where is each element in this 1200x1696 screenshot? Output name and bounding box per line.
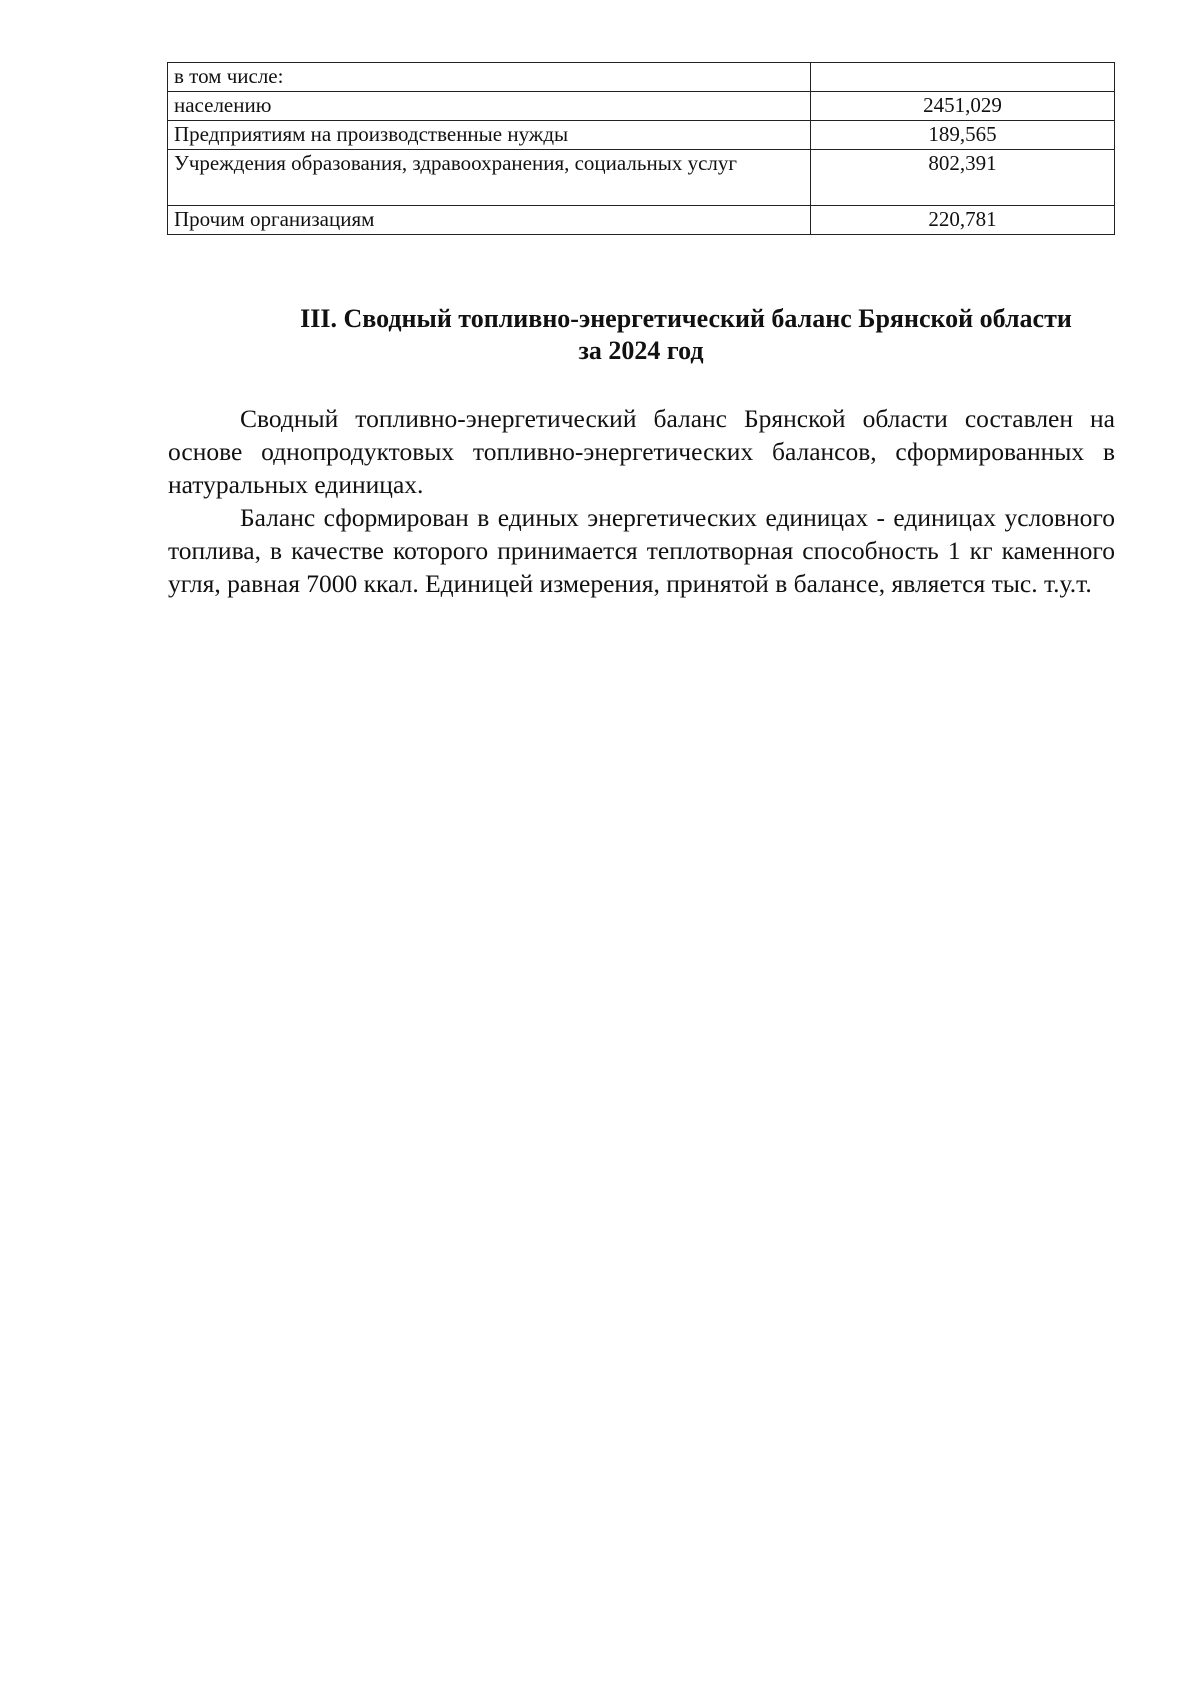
table-row — [168, 121, 1115, 150]
row-value: 189,565 — [811, 121, 1115, 150]
table-row — [168, 206, 1115, 235]
row-label: Предприятиям на производственные нужды — [168, 121, 811, 150]
row-label: населению — [168, 92, 811, 121]
section-title-line-2: за 2024 год — [578, 336, 704, 365]
table-row — [168, 63, 1115, 92]
row-label: Прочим организациям — [168, 206, 811, 235]
body-text — [168, 402, 1115, 600]
table-row — [168, 92, 1115, 121]
row-label: Учреждения образования, здравоохранения, социальных услуг — [168, 150, 811, 206]
row-value: 802,391 — [811, 150, 1115, 206]
row-label: в том числе: — [168, 63, 811, 92]
paragraph-2: Баланс сформирован в единых энергетических единицах - единицах условного топлива, в качестве которого принимается теплотворная способность 1 кг каменного угля, равная 7000 ккал. Единицей измерения, принятой в балансе, является тыс. т.у.т. — [168, 503, 1115, 598]
row-value — [811, 63, 1115, 92]
consumption-table — [167, 62, 1115, 235]
row-value: 2451,029 — [811, 92, 1115, 121]
paragraph-1: Сводный топливно-энергетический баланс Брянской области составлен на основе однопродуктовых топливно-энергетических балансов, сформированных в натуральных единицах. — [168, 404, 1115, 499]
row-value: 220,781 — [811, 206, 1115, 235]
section-title — [167, 303, 1115, 367]
table-row — [168, 150, 1115, 206]
section-title-line-1: III. Сводный топливно-энергетический баланс Брянской области — [300, 304, 1072, 333]
